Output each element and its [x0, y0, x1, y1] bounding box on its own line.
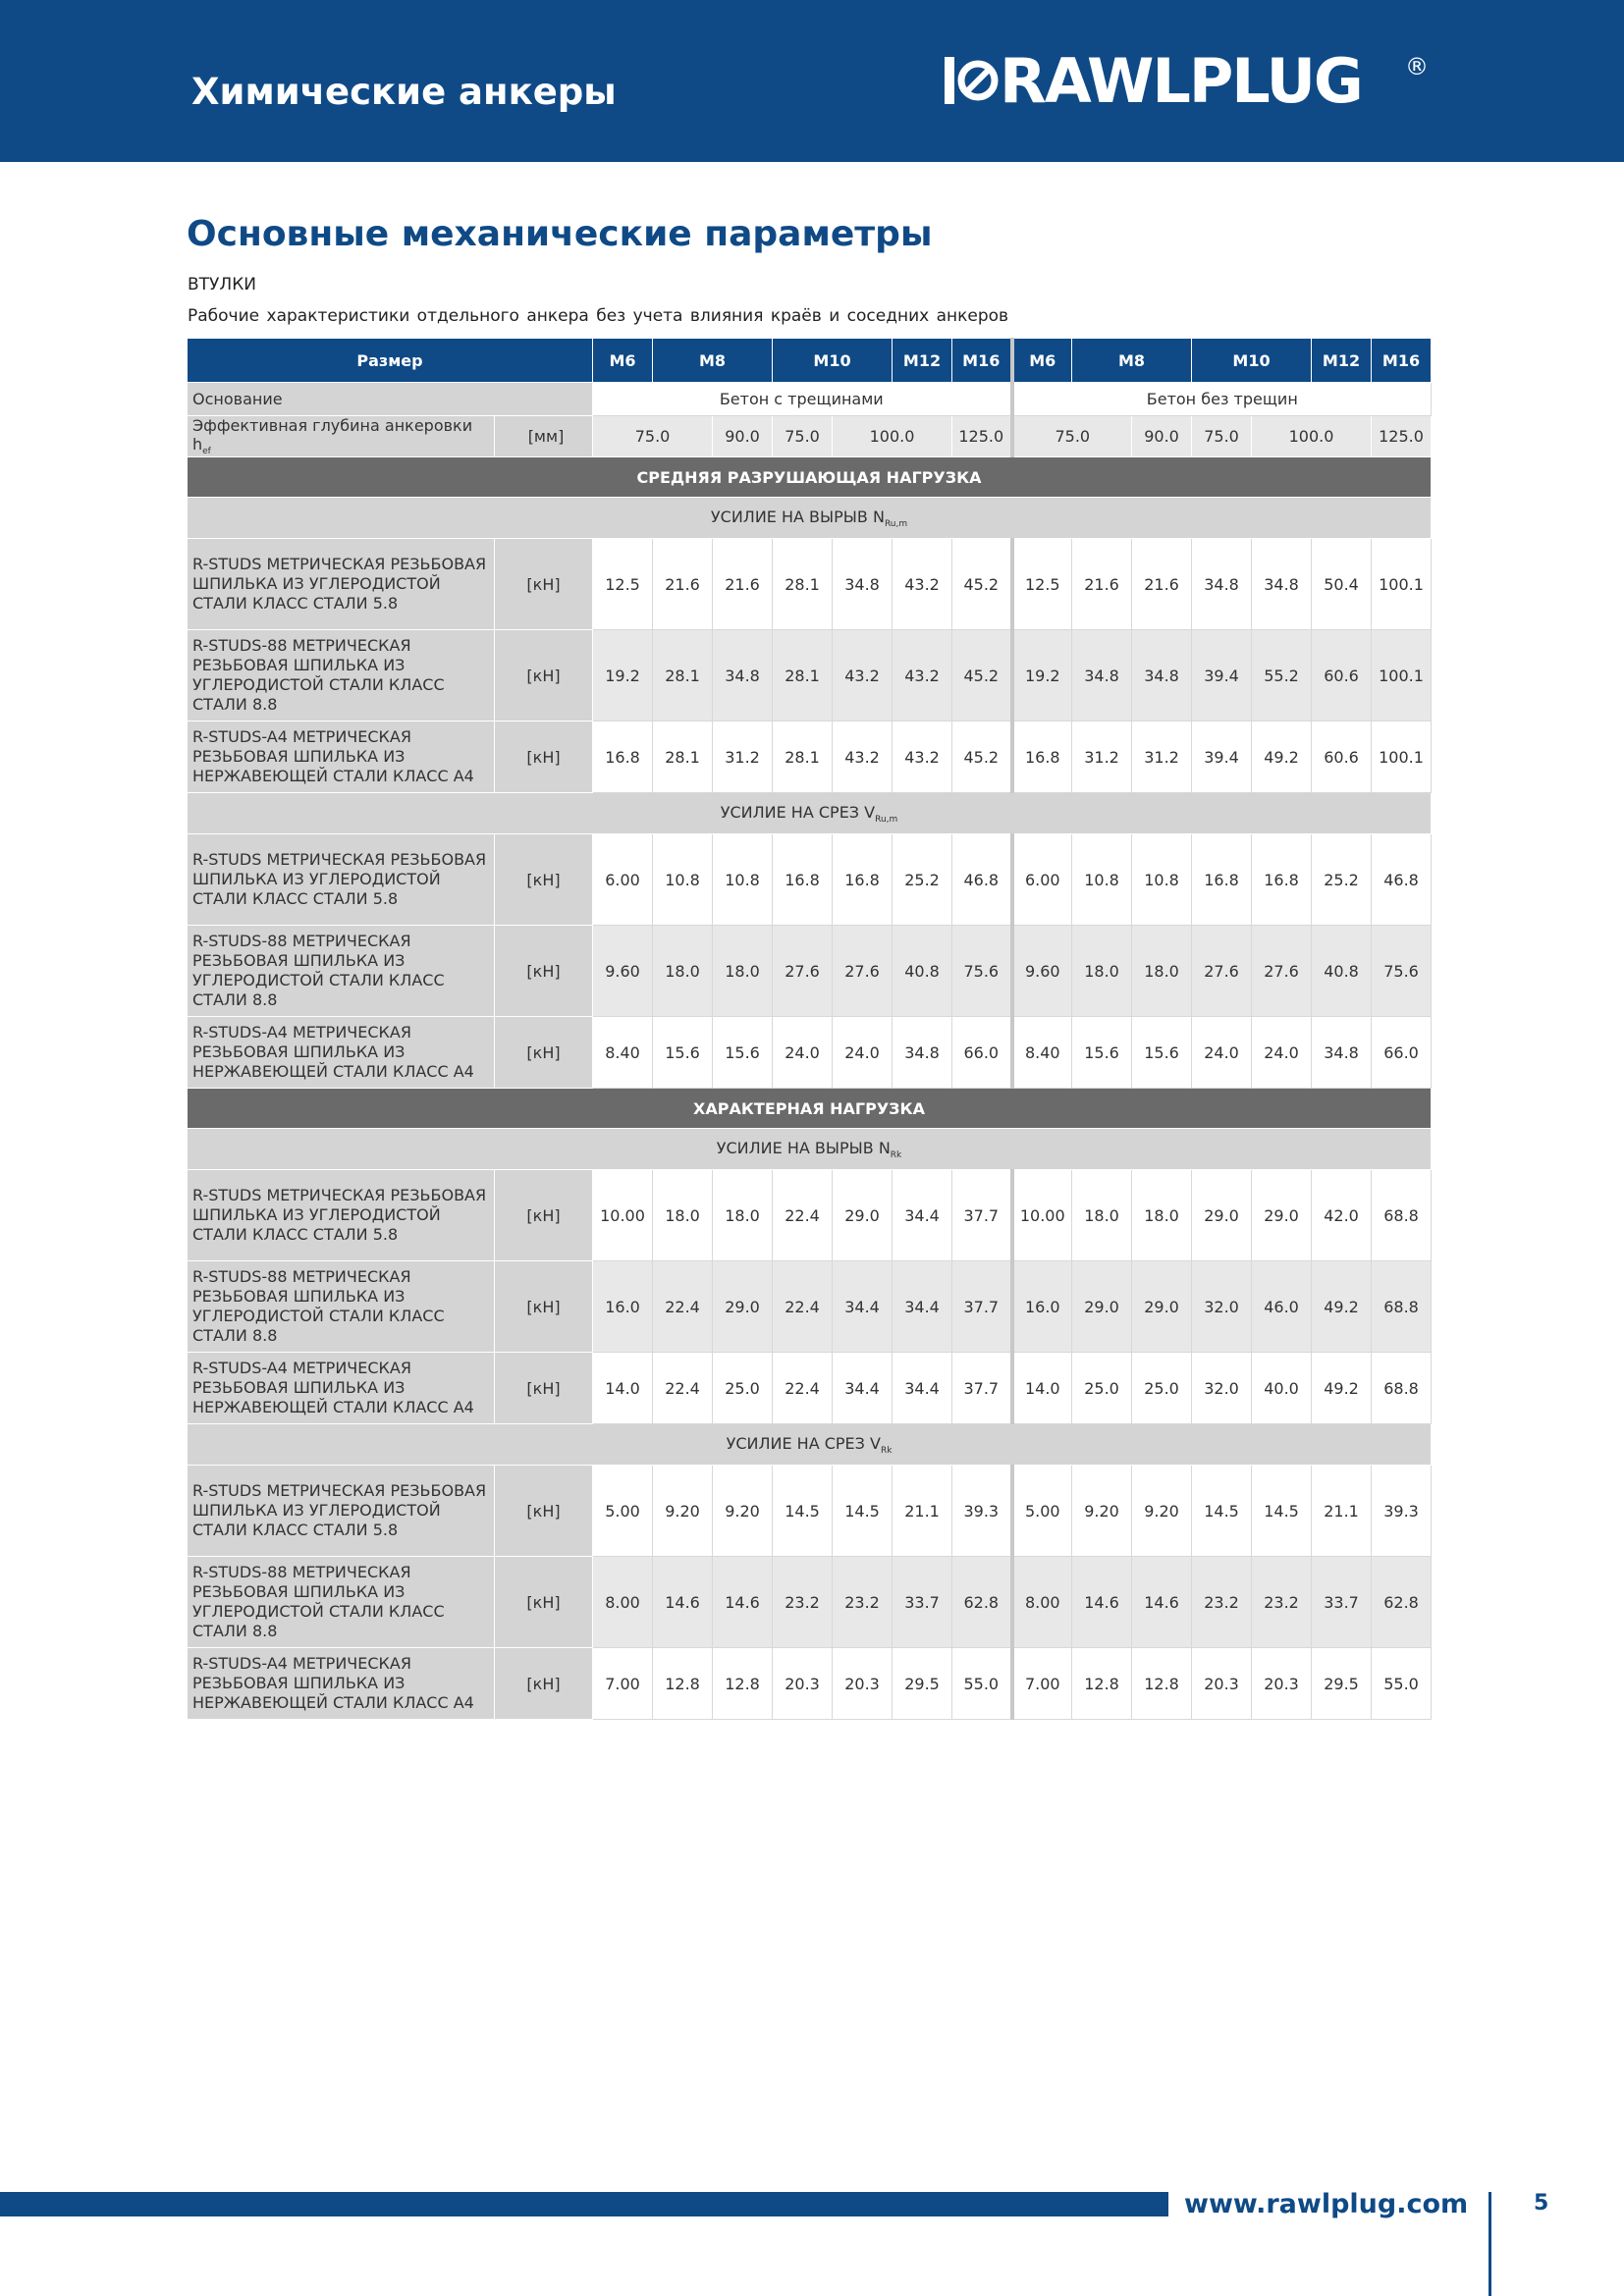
- value-cell: 18.0: [1132, 926, 1192, 1017]
- value-cell: 40.8: [893, 926, 952, 1017]
- value-cell: 40.8: [1312, 926, 1372, 1017]
- value-cell: 43.2: [833, 721, 893, 793]
- value-cell: 29.5: [1312, 1648, 1372, 1720]
- value-cell: 16.8: [1192, 834, 1252, 926]
- value-cell: 8.40: [1012, 1017, 1072, 1089]
- value-cell: 18.0: [713, 1170, 773, 1261]
- logo-registered-mark: ®: [1405, 53, 1429, 80]
- value-cell: 29.0: [1192, 1170, 1252, 1261]
- value-cell: 27.6: [1192, 926, 1252, 1017]
- value-cell: 15.6: [1132, 1017, 1192, 1089]
- value-cell: 29.0: [713, 1261, 773, 1353]
- value-cell: 24.0: [1252, 1017, 1312, 1089]
- value-cell: 19.2: [593, 630, 653, 721]
- value-cell: 28.1: [773, 630, 833, 721]
- load-group-subscript: Rk: [890, 1149, 902, 1160]
- depth-label-sub: ef: [202, 447, 211, 457]
- load-group-subscript: Ru,m: [884, 518, 908, 529]
- value-cell: 12.8: [653, 1648, 713, 1720]
- value-cell: 16.8: [593, 721, 653, 793]
- value-cell: 10.8: [713, 834, 773, 926]
- load-group-row: [188, 498, 1432, 539]
- value-cell: 34.4: [893, 1353, 952, 1424]
- product-row: [188, 1261, 1432, 1353]
- product-row: [188, 926, 1432, 1017]
- value-cell: 20.3: [1252, 1648, 1312, 1720]
- value-cell: 18.0: [653, 926, 713, 1017]
- value-cell: 39.3: [952, 1466, 1012, 1557]
- product-name: R-STUDS-88 МЕТРИЧЕСКАЯ РЕЗЬБОВАЯ ШПИЛЬКА ИЗ УГЛЕРОДИСТОЙ СТАЛИ КЛАСС СТАЛИ 8.8: [188, 1557, 495, 1648]
- value-cell: 16.0: [1012, 1261, 1072, 1353]
- value-cell: 8.00: [1012, 1557, 1072, 1648]
- value-cell: 14.6: [653, 1557, 713, 1648]
- product-name: R-STUDS-88 МЕТРИЧЕСКАЯ РЕЗЬБОВАЯ ШПИЛЬКА ИЗ УГЛЕРОДИСТОЙ СТАЛИ КЛАСС СТАЛИ 8.8: [188, 926, 495, 1017]
- value-cell: 28.1: [773, 721, 833, 793]
- depth-label-cell: [188, 416, 495, 457]
- size-header-cell: M10: [773, 339, 893, 383]
- value-cell: 10.8: [653, 834, 713, 926]
- value-cell: 31.2: [713, 721, 773, 793]
- logo-mark-icon: [945, 57, 1000, 104]
- value-cell: 10.00: [1012, 1170, 1072, 1261]
- load-group-label-cell: [188, 1424, 1432, 1466]
- value-cell: 15.6: [713, 1017, 773, 1089]
- value-cell: 14.6: [1132, 1557, 1192, 1648]
- section-title: Основные механические параметры: [187, 214, 933, 254]
- unit-cell: [кН]: [495, 1648, 593, 1720]
- unit-cell: [кН]: [495, 1557, 593, 1648]
- value-cell: 21.6: [713, 539, 773, 630]
- value-cell: 46.8: [1372, 834, 1432, 926]
- value-cell: 49.2: [1312, 1261, 1372, 1353]
- value-cell: 34.4: [893, 1170, 952, 1261]
- value-cell: 28.1: [653, 630, 713, 721]
- value-cell: 46.8: [952, 834, 1012, 926]
- size-header-cell: M12: [893, 339, 952, 383]
- value-cell: 39.3: [1372, 1466, 1432, 1557]
- value-cell: 9.20: [1072, 1466, 1132, 1557]
- value-cell: 21.1: [1312, 1466, 1372, 1557]
- value-cell: 9.60: [1012, 926, 1072, 1017]
- value-cell: 18.0: [1072, 926, 1132, 1017]
- rawlplug-logo: [945, 45, 1435, 117]
- value-cell: 62.8: [1372, 1557, 1432, 1648]
- value-cell: 21.6: [653, 539, 713, 630]
- size-header-cell: M10: [1192, 339, 1312, 383]
- value-cell: 14.0: [1012, 1353, 1072, 1424]
- load-group-subscript: Rk: [880, 1445, 893, 1456]
- value-cell: 24.0: [773, 1017, 833, 1089]
- value-cell: 22.4: [653, 1353, 713, 1424]
- value-cell: 43.2: [893, 630, 952, 721]
- product-name: R-STUDS-A4 МЕТРИЧЕСКАЯ РЕЗЬБОВАЯ ШПИЛЬКА ИЗ НЕРЖАВЕЮЩЕЙ СТАЛИ КЛАСС А4: [188, 721, 495, 793]
- value-cell: 8.40: [593, 1017, 653, 1089]
- load-group-label: УСИЛИЕ НА ВЫРЫВ N: [716, 1138, 891, 1157]
- value-cell: 37.7: [952, 1261, 1012, 1353]
- value-cell: 25.2: [1312, 834, 1372, 926]
- value-cell: 25.0: [1072, 1353, 1132, 1424]
- value-cell: 16.0: [593, 1261, 653, 1353]
- value-cell: 14.5: [1252, 1466, 1312, 1557]
- depth-value: 75.0: [1192, 416, 1252, 457]
- product-row: [188, 1353, 1432, 1424]
- value-cell: 10.00: [593, 1170, 653, 1261]
- value-cell: 29.5: [893, 1648, 952, 1720]
- size-header-cell: M16: [952, 339, 1012, 383]
- value-cell: 43.2: [833, 630, 893, 721]
- value-cell: 32.0: [1192, 1353, 1252, 1424]
- value-cell: 10.8: [1132, 834, 1192, 926]
- section-title: ХАРАКТЕРНАЯ НАГРУЗКА: [188, 1089, 1432, 1129]
- value-cell: 33.7: [893, 1557, 952, 1648]
- value-cell: 34.8: [1312, 1017, 1372, 1089]
- value-cell: 6.00: [593, 834, 653, 926]
- value-cell: 60.6: [1312, 630, 1372, 721]
- value-cell: 12.8: [1132, 1648, 1192, 1720]
- load-group-label-cell: [188, 498, 1432, 539]
- base-label: Основание: [188, 383, 593, 416]
- value-cell: 9.20: [713, 1466, 773, 1557]
- product-row: [188, 1017, 1432, 1089]
- value-cell: 45.2: [952, 539, 1012, 630]
- load-group-label-cell: [188, 793, 1432, 834]
- product-row: [188, 1466, 1432, 1557]
- unit-cell: [кН]: [495, 1466, 593, 1557]
- value-cell: 34.8: [833, 539, 893, 630]
- product-row: [188, 1170, 1432, 1261]
- base-cracked: Бетон с трещинами: [593, 383, 1012, 416]
- product-row: [188, 630, 1432, 721]
- value-cell: 75.6: [952, 926, 1012, 1017]
- value-cell: 21.1: [893, 1466, 952, 1557]
- value-cell: 34.8: [1252, 539, 1312, 630]
- product-row: [188, 1557, 1432, 1648]
- base-row: [188, 383, 1432, 416]
- value-cell: 46.0: [1252, 1261, 1312, 1353]
- value-cell: 12.8: [1072, 1648, 1132, 1720]
- value-cell: 100.1: [1372, 630, 1432, 721]
- value-cell: 45.2: [952, 630, 1012, 721]
- value-cell: 68.8: [1372, 1170, 1432, 1261]
- value-cell: 34.8: [1132, 630, 1192, 721]
- value-cell: 12.5: [1012, 539, 1072, 630]
- value-cell: 8.00: [593, 1557, 653, 1648]
- value-cell: 32.0: [1192, 1261, 1252, 1353]
- size-header-cell: M16: [1372, 339, 1432, 383]
- unit-cell: [кН]: [495, 1261, 593, 1353]
- value-cell: 20.3: [773, 1648, 833, 1720]
- value-cell: 20.3: [833, 1648, 893, 1720]
- value-cell: 22.4: [773, 1170, 833, 1261]
- value-cell: 55.0: [952, 1648, 1012, 1720]
- value-cell: 29.0: [833, 1170, 893, 1261]
- value-cell: 42.0: [1312, 1170, 1372, 1261]
- product-row: [188, 721, 1432, 793]
- value-cell: 22.4: [773, 1353, 833, 1424]
- value-cell: 27.6: [773, 926, 833, 1017]
- header-band: [0, 0, 1624, 162]
- value-cell: 33.7: [1312, 1557, 1372, 1648]
- unit-cell: [кН]: [495, 1353, 593, 1424]
- value-cell: 34.4: [833, 1261, 893, 1353]
- value-cell: 37.7: [952, 1353, 1012, 1424]
- value-cell: 66.0: [952, 1017, 1012, 1089]
- value-cell: 7.00: [1012, 1648, 1072, 1720]
- value-cell: 45.2: [952, 721, 1012, 793]
- product-name: R-STUDS-88 МЕТРИЧЕСКАЯ РЕЗЬБОВАЯ ШПИЛЬКА ИЗ УГЛЕРОДИСТОЙ СТАЛИ КЛАСС СТАЛИ 8.8: [188, 1261, 495, 1353]
- value-cell: 16.8: [1252, 834, 1312, 926]
- depth-label: Эффективная глубина анкеровки h: [192, 416, 473, 454]
- value-cell: 39.4: [1192, 721, 1252, 793]
- value-cell: 19.2: [1012, 630, 1072, 721]
- base-uncracked: Бетон без трещин: [1012, 383, 1432, 416]
- value-cell: 34.4: [893, 1261, 952, 1353]
- value-cell: 37.7: [952, 1170, 1012, 1261]
- size-header-cell: M8: [653, 339, 773, 383]
- load-group-label-cell: [188, 1129, 1432, 1170]
- value-cell: 23.2: [1192, 1557, 1252, 1648]
- product-row: [188, 539, 1432, 630]
- value-cell: 68.8: [1372, 1261, 1432, 1353]
- value-cell: 60.6: [1312, 721, 1372, 793]
- section-title: СРЕДНЯЯ РАЗРУШАЮЩАЯ НАГРУЗКА: [188, 457, 1432, 498]
- unit-cell: [кН]: [495, 539, 593, 630]
- product-name: R-STUDS-88 МЕТРИЧЕСКАЯ РЕЗЬБОВАЯ ШПИЛЬКА ИЗ УГЛЕРОДИСТОЙ СТАЛИ КЛАСС СТАЛИ 8.8: [188, 630, 495, 721]
- spec-table: [187, 338, 1432, 1720]
- unit-cell: [кН]: [495, 1017, 593, 1089]
- value-cell: 14.5: [833, 1466, 893, 1557]
- value-cell: 10.8: [1072, 834, 1132, 926]
- unit-cell: [кН]: [495, 834, 593, 926]
- product-name: R-STUDS МЕТРИЧЕСКАЯ РЕЗЬБОВАЯ ШПИЛЬКА ИЗ УГЛЕРОДИСТОЙ СТАЛИ КЛАСС СТАЛИ 5.8: [188, 1466, 495, 1557]
- value-cell: 28.1: [773, 539, 833, 630]
- depth-row: [188, 416, 1432, 457]
- size-header-cell: M12: [1312, 339, 1372, 383]
- size-header-label: Размер: [188, 339, 593, 383]
- value-cell: 29.0: [1072, 1261, 1132, 1353]
- unit-cell: [кН]: [495, 926, 593, 1017]
- size-header-cell: M8: [1072, 339, 1192, 383]
- depth-value: 75.0: [593, 416, 713, 457]
- value-cell: 49.2: [1252, 721, 1312, 793]
- load-group-label: УСИЛИЕ НА СРЕЗ V: [726, 1433, 881, 1453]
- product-name: R-STUDS МЕТРИЧЕСКАЯ РЕЗЬБОВАЯ ШПИЛЬКА ИЗ УГЛЕРОДИСТОЙ СТАЛИ КЛАСС СТАЛИ 5.8: [188, 539, 495, 630]
- value-cell: 18.0: [713, 926, 773, 1017]
- value-cell: 6.00: [1012, 834, 1072, 926]
- value-cell: 9.20: [653, 1466, 713, 1557]
- value-cell: 27.6: [833, 926, 893, 1017]
- value-cell: 14.0: [593, 1353, 653, 1424]
- value-cell: 34.8: [713, 630, 773, 721]
- depth-value: 125.0: [1372, 416, 1432, 457]
- value-cell: 34.8: [1192, 539, 1252, 630]
- value-cell: 23.2: [773, 1557, 833, 1648]
- value-cell: 31.2: [1132, 721, 1192, 793]
- value-cell: 15.6: [1072, 1017, 1132, 1089]
- value-cell: 43.2: [893, 721, 952, 793]
- value-cell: 25.0: [713, 1353, 773, 1424]
- value-cell: 9.60: [593, 926, 653, 1017]
- value-cell: 22.4: [653, 1261, 713, 1353]
- unit-cell: [кН]: [495, 630, 593, 721]
- value-cell: 5.00: [1012, 1466, 1072, 1557]
- value-cell: 34.4: [833, 1353, 893, 1424]
- product-name: R-STUDS МЕТРИЧЕСКАЯ РЕЗЬБОВАЯ ШПИЛЬКА ИЗ УГЛЕРОДИСТОЙ СТАЛИ КЛАСС СТАЛИ 5.8: [188, 1170, 495, 1261]
- value-cell: 22.4: [773, 1261, 833, 1353]
- value-cell: 18.0: [1132, 1170, 1192, 1261]
- value-cell: 12.5: [593, 539, 653, 630]
- depth-value: 100.0: [833, 416, 952, 457]
- product-row: [188, 834, 1432, 926]
- value-cell: 14.5: [773, 1466, 833, 1557]
- value-cell: 49.2: [1312, 1353, 1372, 1424]
- value-cell: 39.4: [1192, 630, 1252, 721]
- unit-cell: [кН]: [495, 1170, 593, 1261]
- value-cell: 24.0: [1192, 1017, 1252, 1089]
- footer-website-link[interactable]: www.rawlplug.com: [1184, 2189, 1469, 2219]
- product-name: R-STUDS-A4 МЕТРИЧЕСКАЯ РЕЗЬБОВАЯ ШПИЛЬКА ИЗ НЕРЖАВЕЮЩЕЙ СТАЛИ КЛАСС А4: [188, 1017, 495, 1089]
- value-cell: 12.8: [713, 1648, 773, 1720]
- size-header-row: [188, 339, 1432, 383]
- value-cell: 16.8: [773, 834, 833, 926]
- value-cell: 100.1: [1372, 721, 1432, 793]
- depth-value: 90.0: [713, 416, 773, 457]
- section-title-row: [188, 457, 1432, 498]
- depth-unit: [мм]: [495, 416, 593, 457]
- value-cell: 16.8: [1012, 721, 1072, 793]
- value-cell: 62.8: [952, 1557, 1012, 1648]
- value-cell: 23.2: [833, 1557, 893, 1648]
- value-cell: 55.0: [1372, 1648, 1432, 1720]
- value-cell: 28.1: [653, 721, 713, 793]
- value-cell: 25.2: [893, 834, 952, 926]
- value-cell: 9.20: [1132, 1466, 1192, 1557]
- load-group-label: УСИЛИЕ НА СРЕЗ V: [720, 802, 876, 822]
- value-cell: 25.0: [1132, 1353, 1192, 1424]
- product-name: R-STUDS-A4 МЕТРИЧЕСКАЯ РЕЗЬБОВАЯ ШПИЛЬКА ИЗ НЕРЖАВЕЮЩЕЙ СТАЛИ КЛАСС А4: [188, 1648, 495, 1720]
- depth-value: 75.0: [773, 416, 833, 457]
- unit-cell: [кН]: [495, 721, 593, 793]
- load-group-subscript: Ru,m: [875, 814, 898, 825]
- page-number: 5: [1534, 2191, 1549, 2216]
- section-title-row: [188, 1089, 1432, 1129]
- value-cell: 14.6: [1072, 1557, 1132, 1648]
- value-cell: 50.4: [1312, 539, 1372, 630]
- value-cell: 43.2: [893, 539, 952, 630]
- value-cell: 29.0: [1252, 1170, 1312, 1261]
- value-cell: 100.1: [1372, 539, 1432, 630]
- value-cell: 14.6: [713, 1557, 773, 1648]
- product-name: R-STUDS-A4 МЕТРИЧЕСКАЯ РЕЗЬБОВАЯ ШПИЛЬКА ИЗ НЕРЖАВЕЮЩЕЙ СТАЛИ КЛАСС А4: [188, 1353, 495, 1424]
- logo-text: RAWLPLUG: [1000, 45, 1362, 117]
- size-header-cell: M6: [593, 339, 653, 383]
- value-cell: 34.8: [893, 1017, 952, 1089]
- value-cell: 14.5: [1192, 1466, 1252, 1557]
- value-cell: 40.0: [1252, 1353, 1312, 1424]
- value-cell: 27.6: [1252, 926, 1312, 1017]
- value-cell: 20.3: [1192, 1648, 1252, 1720]
- header-title: Химические анкеры: [191, 71, 617, 113]
- value-cell: 29.0: [1132, 1261, 1192, 1353]
- value-cell: 55.2: [1252, 630, 1312, 721]
- value-cell: 18.0: [653, 1170, 713, 1261]
- value-cell: 15.6: [653, 1017, 713, 1089]
- value-cell: 7.00: [593, 1648, 653, 1720]
- value-cell: 68.8: [1372, 1353, 1432, 1424]
- depth-value: 125.0: [952, 416, 1012, 457]
- footer-divider: [1489, 2192, 1491, 2296]
- load-group-row: [188, 1424, 1432, 1466]
- load-group-row: [188, 793, 1432, 834]
- subsection-label: ВТУЛКИ: [188, 275, 256, 294]
- depth-value: 75.0: [1012, 416, 1132, 457]
- size-header-cell: M6: [1012, 339, 1072, 383]
- value-cell: 24.0: [833, 1017, 893, 1089]
- value-cell: 34.8: [1072, 630, 1132, 721]
- value-cell: 23.2: [1252, 1557, 1312, 1648]
- depth-value: 100.0: [1252, 416, 1372, 457]
- load-group-label: УСИЛИЕ НА ВЫРЫВ N: [710, 507, 885, 526]
- footer-band: [0, 2192, 1168, 2216]
- value-cell: 21.6: [1132, 539, 1192, 630]
- depth-value: 90.0: [1132, 416, 1192, 457]
- product-row: [188, 1648, 1432, 1720]
- value-cell: 66.0: [1372, 1017, 1432, 1089]
- value-cell: 5.00: [593, 1466, 653, 1557]
- load-group-row: [188, 1129, 1432, 1170]
- value-cell: 75.6: [1372, 926, 1432, 1017]
- value-cell: 31.2: [1072, 721, 1132, 793]
- value-cell: 18.0: [1072, 1170, 1132, 1261]
- product-name: R-STUDS МЕТРИЧЕСКАЯ РЕЗЬБОВАЯ ШПИЛЬКА ИЗ УГЛЕРОДИСТОЙ СТАЛИ КЛАСС СТАЛИ 5.8: [188, 834, 495, 926]
- table-description: Рабочие характеристики отдельного анкера без учета влияния краёв и соседних анкеров: [188, 306, 1009, 326]
- value-cell: 16.8: [833, 834, 893, 926]
- value-cell: 21.6: [1072, 539, 1132, 630]
